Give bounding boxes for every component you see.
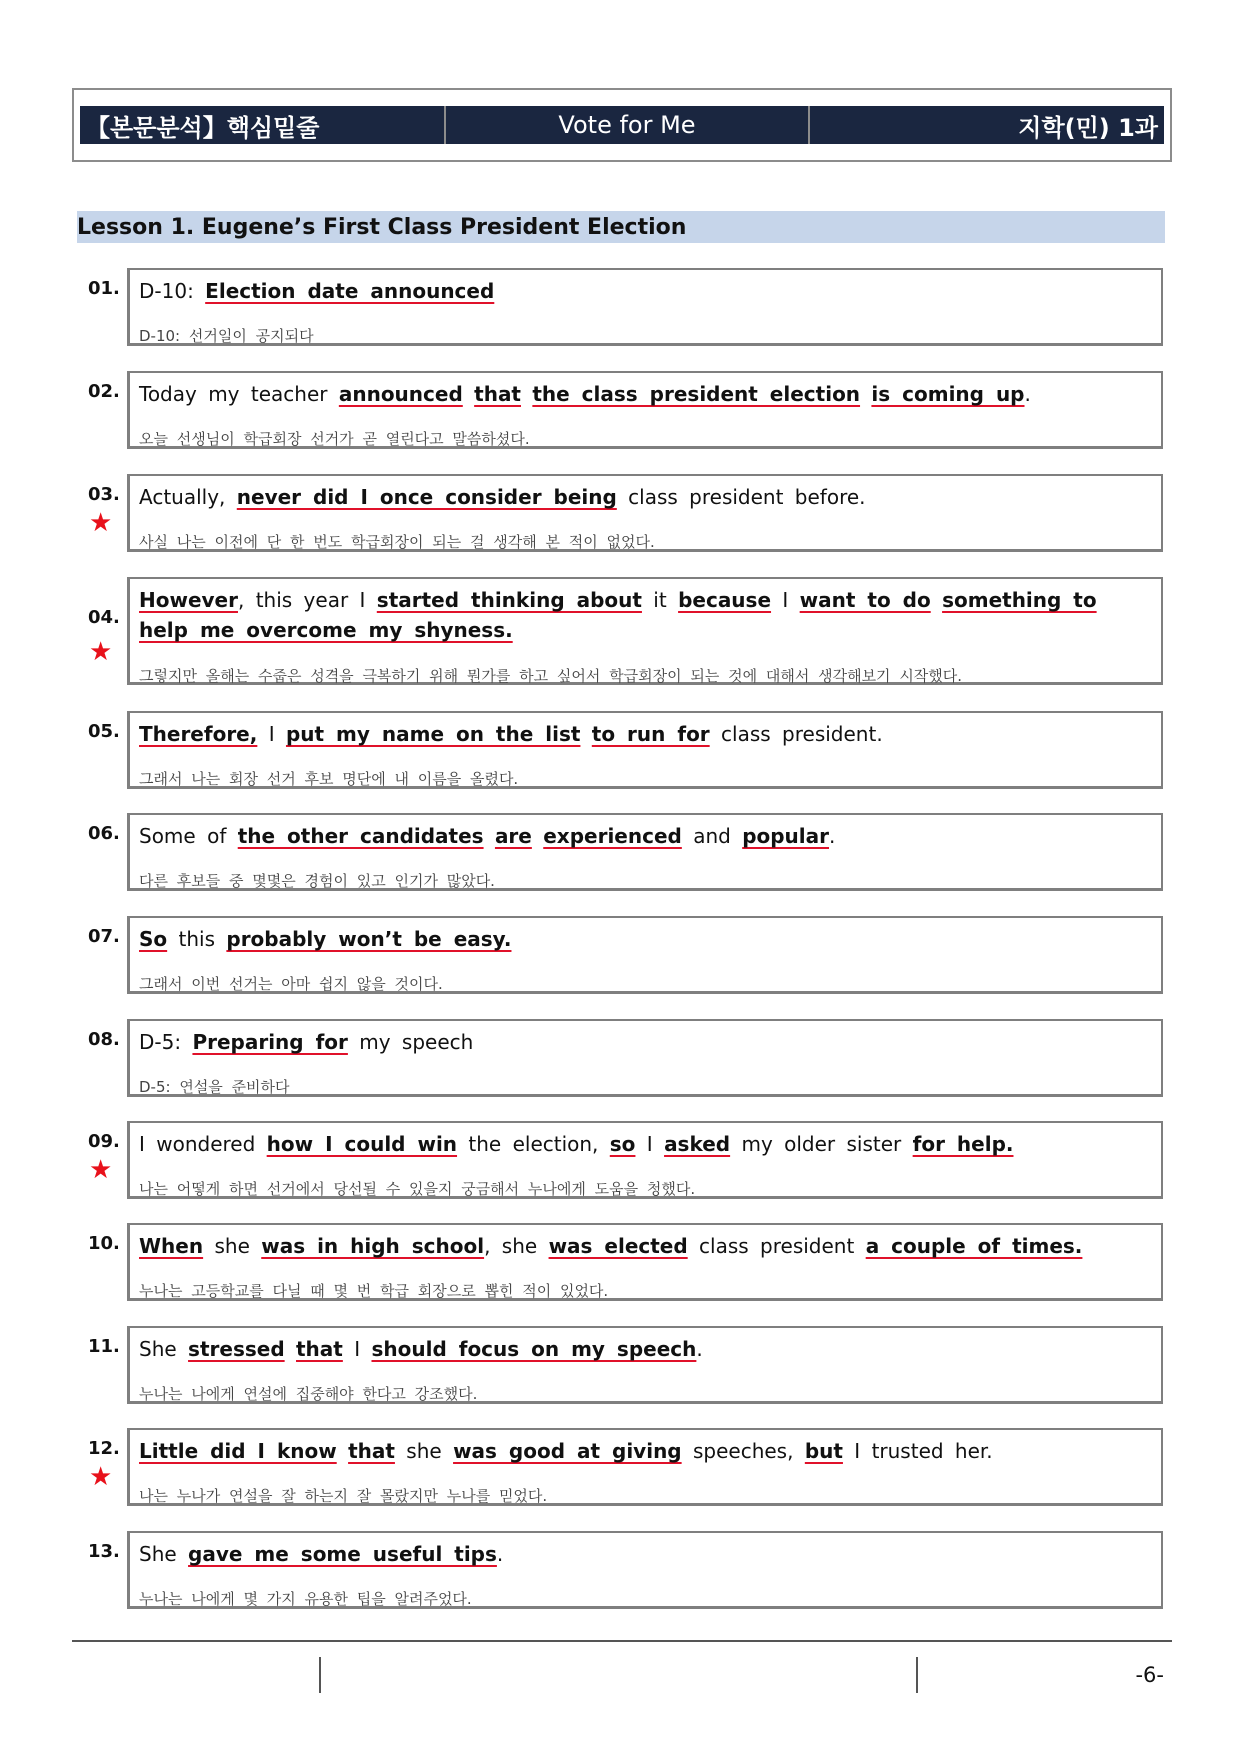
korean-translation: 다른 후보들 중 몇몇은 경험이 있고 인기가 많았다. <box>139 872 495 890</box>
sentence-box <box>127 371 1163 449</box>
english-sentence: Some of the other candidates are experienced and popular. <box>139 824 836 848</box>
english-sentence: D-5: Preparing for my speech <box>139 1030 474 1054</box>
important-star-icon: ★ <box>89 1462 113 1492</box>
english-sentence: She gave me some useful tips. <box>139 1542 504 1566</box>
sentence-item <box>72 1223 1174 1301</box>
sentence-item <box>72 813 1174 891</box>
english-sentence: However, this year I started thinking about it because I want to do something to help me overcome my shyness. <box>139 588 1097 642</box>
sentence-box <box>127 711 1163 789</box>
sentence-box <box>127 1428 1163 1506</box>
sentence-item <box>72 268 1174 346</box>
item-number: 11. <box>88 1336 120 1357</box>
english-sentence: Actually, never did I once consider being class president before. <box>139 485 866 509</box>
sentence-box <box>127 1223 1163 1301</box>
item-number: 12. <box>88 1438 120 1459</box>
sentence-box <box>127 813 1163 891</box>
korean-translation: 그렇지만 올해는 수줍은 성격을 극복하기 위해 뭔가를 하고 싶어서 학급회장이 되는 것에 대해서 생각해보기 시작했다. <box>139 667 963 685</box>
sentence-box <box>127 916 1163 994</box>
english-sentence: D-10: Election date announced <box>139 279 495 303</box>
sentence-item <box>72 577 1174 685</box>
header-textbook: 지학(민) 1과 <box>1018 113 1158 142</box>
english-sentence: She stressed that I should focus on my speech. <box>139 1337 703 1361</box>
footer-tick-left <box>319 1657 321 1693</box>
korean-translation: 사실 나는 이전에 단 한 번도 학급회장이 되는 걸 생각해 본 적이 없었다. <box>139 533 655 551</box>
english-sentence: I wondered how I could win the election, so I asked my older sister for help. <box>139 1132 1014 1156</box>
item-number: 05. <box>88 721 120 742</box>
korean-translation: D-5: 연설을 준비하다 <box>139 1078 290 1096</box>
korean-translation: 그래서 나는 회장 선거 후보 명단에 내 이름을 올렸다. <box>139 770 519 788</box>
korean-translation: 누나는 나에게 몇 가지 유용한 팁을 알려주었다. <box>139 1590 472 1608</box>
important-star-icon: ★ <box>89 637 113 667</box>
item-number: 13. <box>88 1541 120 1562</box>
important-star-icon: ★ <box>89 1155 113 1185</box>
item-number: 01. <box>88 278 120 299</box>
korean-translation: 나는 어떻게 하면 선거에서 당선될 수 있을지 궁금해서 누나에게 도움을 청했다. <box>139 1180 696 1198</box>
header-section: 【본문분석】핵심밑줄 <box>80 106 446 144</box>
footer-tick-right <box>916 1657 918 1693</box>
important-star-icon: ★ <box>89 508 113 538</box>
sentence-box <box>127 474 1163 552</box>
sentence-box <box>127 268 1163 346</box>
sentence-box <box>127 1531 1163 1609</box>
korean-translation: 누나는 나에게 연설에 집중해야 한다고 강조했다. <box>139 1385 478 1403</box>
korean-translation: 그래서 이번 선거는 아마 쉽지 않을 것이다. <box>139 975 443 993</box>
english-sentence: So this probably won’t be easy. <box>139 927 512 951</box>
sentence-box <box>127 1326 1163 1404</box>
page-number: -6- <box>1135 1663 1164 1687</box>
english-sentence: Therefore, I put my name on the list to run for class president. <box>139 722 883 746</box>
item-number: 03. <box>88 484 120 505</box>
korean-translation: D-10: 선거일이 공지되다 <box>139 327 314 345</box>
sentence-item <box>72 711 1174 789</box>
sentence-item <box>72 1326 1174 1404</box>
sentence-item <box>72 1428 1174 1506</box>
sentence-box <box>127 1019 1163 1097</box>
item-number: 04. <box>88 607 120 628</box>
item-number: 02. <box>88 381 120 402</box>
korean-translation: 나는 누나가 연설을 잘 하는지 잘 몰랐지만 누나를 믿었다. <box>139 1487 548 1505</box>
header-bar <box>80 106 1164 144</box>
lesson-title: Lesson 1. Eugene’s First Class President Election <box>77 211 1165 243</box>
english-sentence: Little did I know that she was good at giving speeches, but I trusted her. <box>139 1439 993 1463</box>
sentence-item <box>72 1531 1174 1609</box>
english-sentence: Today my teacher announced that the class president election is coming up. <box>139 382 1031 406</box>
item-number: 06. <box>88 823 120 844</box>
sentence-box <box>127 577 1163 685</box>
sentence-item <box>72 474 1174 552</box>
sentence-item <box>72 1019 1174 1097</box>
korean-translation: 오늘 선생님이 학급회장 선거가 곧 열린다고 말씀하셨다. <box>139 430 530 448</box>
sentence-item <box>72 1121 1174 1199</box>
footer-divider <box>72 1640 1172 1642</box>
sentence-item <box>72 916 1174 994</box>
sentence-item <box>72 371 1174 449</box>
item-number: 09. <box>88 1131 120 1152</box>
sentence-box <box>127 1121 1163 1199</box>
item-number: 10. <box>88 1233 120 1254</box>
header-title: Vote for Me <box>446 106 810 144</box>
header-box <box>72 88 1172 162</box>
item-number: 08. <box>88 1029 120 1050</box>
item-number: 07. <box>88 926 120 947</box>
korean-translation: 누나는 고등학교를 다닐 때 몇 번 학급 회장으로 뽑힌 적이 있었다. <box>139 1282 609 1300</box>
english-sentence: When she was in high school, she was elected class president a couple of times. <box>139 1234 1083 1258</box>
